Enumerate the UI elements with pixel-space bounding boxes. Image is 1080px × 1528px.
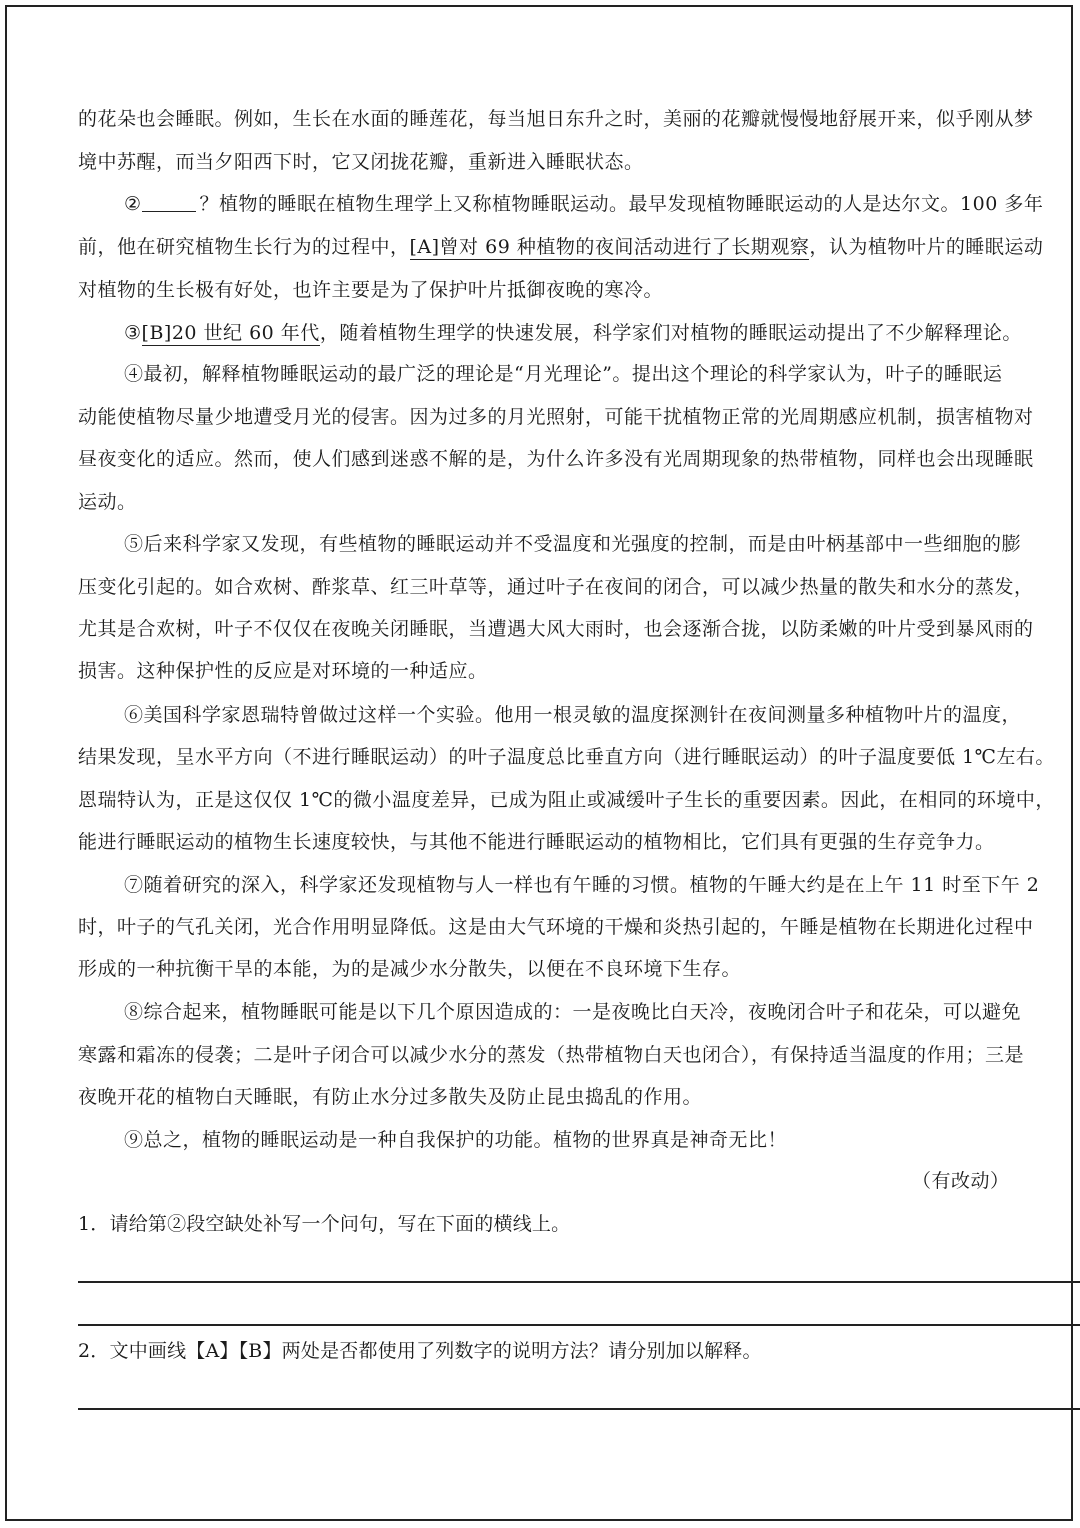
text-segment: ，认为植物叶片的睡眠运动 (809, 236, 1044, 258)
paragraph-number: ③ (124, 322, 142, 344)
text-line: 的花朵也会睡眠。例如，生长在水面的睡莲花，每当旭日东升之时，美丽的花瓣就慢慢地舒展开来，似乎刚从梦 (78, 108, 1034, 130)
text-line: 时，叶子的气孔关闭，光合作用明显降低。这是由大气环境的干燥和炎热引起的，午睡是植物在长期进化过程中 (78, 916, 1034, 938)
text-line: 动能使植物尽量少地遭受月光的侵害。因为过多的月光照射，可能干扰植物正常的光周期感应机制，损害植物对 (78, 406, 1034, 428)
underlined-b: [B]20 世纪 60 年代 (141, 322, 320, 344)
question-2-text: 2．文中画线【A】【B】两处是否都使用了列数字的说明方法？请分别加以解释。 (78, 1340, 762, 1362)
source-note: （有改动） (912, 1170, 1010, 1192)
text-line: 恩瑞特认为，正是这仅仅 1℃的微小温度差异，已成为阻止或减缓叶子生长的重要因素。因此，在相同的环境中， (78, 789, 1055, 811)
underlined-a: [A]曾对 69 种植物的夜间活动进行了长期观察 (409, 236, 810, 258)
text-line: ④最初，解释植物睡眠运动的最广泛的理论是“月光理论”。提出这个理论的科学家认为，叶子的睡眠运 (124, 363, 1003, 385)
question-1-text: 1．请给第②段空缺处补写一个问句，写在下面的横线上。 (78, 1213, 571, 1235)
text-line: 对植物的生长极有好处，也许主要是为了保护叶片抵御夜晚的寒冷。 (78, 279, 664, 301)
answer-line-3[interactable] (78, 1408, 1080, 1410)
text-line: ⑤后来科学家又发现，有些植物的睡眠运动并不受温度和光强度的控制，而是由叶柄基部中一些细胞的膨 (124, 533, 1022, 555)
text-line: 运动。 (78, 491, 137, 513)
answer-line-1[interactable] (78, 1281, 1080, 1283)
paragraph-3-line (124, 321, 1022, 345)
text-line: 寒露和霜冻的侵袭；二是叶子闭合可以减少水分的蒸发（热带植物白天也闭合），有保持适当温度的作用；三是 (78, 1044, 1025, 1066)
text-line: ⑨总之，植物的睡眠运动是一种自我保护的功能。植物的世界真是神奇无比！ (124, 1129, 788, 1151)
text-line: 昼夜变化的适应。然而，使人们感到迷惑不解的是，为什么许多没有光周期现象的热带植物，同样也会出现睡眠 (78, 448, 1034, 470)
answer-line-2[interactable] (78, 1324, 1080, 1326)
paragraph-number: ② (124, 193, 142, 215)
text-line: 形成的一种抗衡干旱的本能，为的是减少水分散失，以便在不良环境下生存。 (78, 958, 742, 980)
text-line: ？植物的睡眠在植物生理学上又称植物睡眠运动。最早发现植物睡眠运动的人是达尔文。100 多年 (199, 193, 1044, 215)
text-line: 夜晚开花的植物白天睡眠，有防止水分过多散失及防止昆虫捣乱的作用。 (78, 1086, 703, 1108)
text-line: ⑧综合起来，植物睡眠可能是以下几个原因造成的：一是夜晚比白天冷，夜晚闭合叶子和花朵，可以避免 (124, 1001, 1022, 1023)
text-line: 尤其是合欢树，叶子不仅仅在夜晚关闭睡眠，当遭遇大风大雨时，也会逐渐合拢，以防柔嫩的叶片受到暴风雨的 (78, 618, 1034, 640)
text-line: ⑦随着研究的深入，科学家还发现植物与人一样也有午睡的习惯。植物的午睡大约是在上午 11 时至下午 2 (124, 874, 1040, 896)
text-line: 境中苏醒，而当夕阳西下时，它又闭拢花瓣，重新进入睡眠状态。 (78, 151, 644, 173)
text-segment: ，随着植物生理学的快速发展，科学家们对植物的睡眠运动提出了不少解释理论。 (319, 322, 1022, 344)
text-line: 损害。这种保护性的反应是对环境的一种适应。 (78, 660, 488, 682)
text-segment: 前，他在研究植物生长行为的过程中， (78, 236, 410, 258)
paragraph-2-first-line (124, 192, 1043, 216)
paragraph-2-second-line (78, 235, 1043, 259)
text-line: ⑥美国科学家恩瑞特曾做过这样一个实验。他用一根灵敏的温度探测针在夜间测量多种植物叶片的温度， (124, 704, 1022, 726)
text-line: 压变化引起的。如合欢树、酢浆草、红三叶草等，通过叶子在夜间的闭合，可以减少热量的散失和水分的蒸发， (78, 576, 1034, 598)
text-line: 能进行睡眠运动的植物生长速度较快，与其他不能进行睡眠运动的植物相比，它们具有更强的生存竞争力。 (78, 831, 995, 853)
answer-blank (142, 193, 196, 212)
text-line: 结果发现，呈水平方向（不进行睡眠运动）的叶子温度总比垂直方向（进行睡眠运动）的叶子温度要低 1℃左右。 (78, 746, 1055, 768)
